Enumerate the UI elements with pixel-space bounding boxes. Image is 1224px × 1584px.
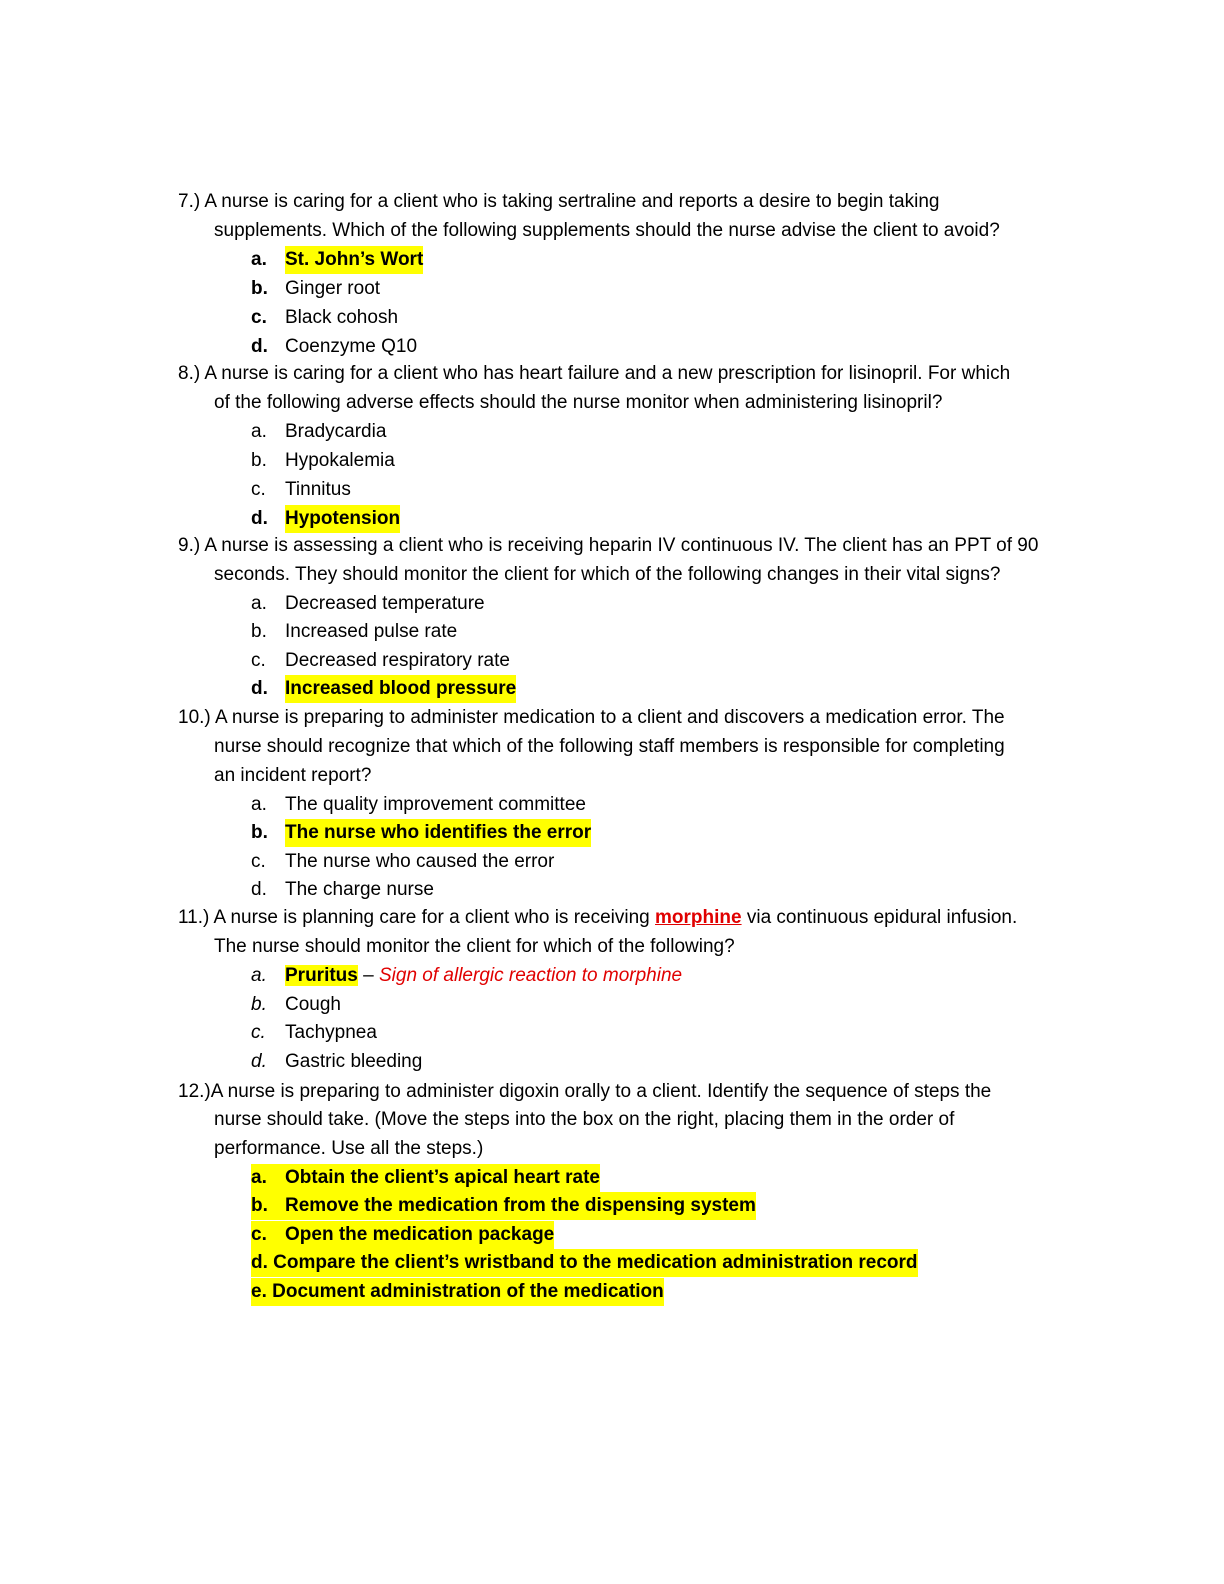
answer-highlight: The nurse who identifies the error [285, 819, 591, 847]
answer-highlight: Obtain the client’s apical heart rate [285, 1164, 600, 1192]
question-text: 8.) A nurse is caring for a client who has heart failure and a new prescription for lisinopril. For which [178, 363, 1011, 384]
question-text: 7.) A nurse is caring for a client who is taking sertraline and reports a desire to begin taking [178, 191, 940, 212]
question-text: supplements. Which of the following supplements should the nurse advise the client to avoid? [214, 220, 1000, 241]
question-text: 11.) A nurse is planning care for a client who is receiving morphine via continuous epidural infusion. [178, 907, 1018, 928]
question-text: nurse should recognize that which of the following staff members is responsible for completing [214, 736, 1005, 757]
answer-highlight: d. Compare the client’s wristband to the medication administration record [251, 1249, 918, 1277]
answer-highlight: St. John’s Wort [285, 246, 423, 274]
keyword-morphine: morphine [655, 907, 742, 928]
document-page: 7.) A nurse is caring for a client who is taking sertraline and reports a desire to begin taking supplements. Which of the following supplements should the nurse advise the client to avoid? a. St. John’s Wort b. Ginger root c. Black cohosh d. Coenzyme Q10 8.) A nurse is caring for a client who has heart failure and a new prescription for lisinopril. For which of the following adverse effects should the nurse monitor when administering lisinopril? a. Bradycardia b. Hypokalemia c. Tinnitus d. Hypotension 9.) A nurse is assessing a client who is receiving heparin IV continuous IV. The client has an PPT of 90 seconds. They should monitor the client for which of the following changes in their vital signs? a. Decreased temperature b. Increased pulse rate c. Decreased respiratory rate d. Increased blood pressure 10.) A nurse is preparing to administer medication to a client and discovers a medication error. The nurse should recognize that which of the following staff members is responsible for completing an incident report? a. The quality improvement committee b. The nurse who identifies the error c. The nurse who caused the error d. The charge nurse 11.) A nurse is planning care for a client who is receiving morphine via continuous epidural infusion. The nurse should monitor the client for which of the following? a. Pruritus – Sign of allergic reaction to morphine b. Cough c. Tachypnea d. Gastric bleeding 12.)A nurse is preparing to administer digoxin orally to a client. Identify the sequence of steps the nurse should take. (Move the steps into the box on the right, placing them in the order of performance. Use all the steps.) a. Obtain the client’s apical heart rate b. Remove the medication from the dispensing system c. Open the medication package d. Compare the client’s wristband to the medication administration record e. Document administration of the medication [0, 0, 1224, 1584]
answer-highlight: Increased blood pressure [285, 675, 516, 703]
question-text: 12.)A nurse is preparing to administer digoxin orally to a client. Identify the sequence of steps the [178, 1081, 992, 1102]
answer-note: Sign of allergic reaction to morphine [378, 965, 683, 986]
question-text: 9.) A nurse is assessing a client who is receiving heparin IV continuous IV. The client has an PPT of 90 [178, 535, 1039, 556]
question-text: The nurse should monitor the client for which of the following? [214, 936, 735, 957]
answer-highlight: e. Document administration of the medication [251, 1278, 664, 1306]
answer-highlight: Pruritus [285, 965, 358, 986]
question-text: performance. Use all the steps.) [214, 1138, 484, 1159]
answer-highlight: Open the medication package [285, 1221, 554, 1249]
question-text: an incident report? [214, 765, 372, 786]
question-text: of the following adverse effects should the nurse monitor when administering lisinopril? [214, 392, 943, 413]
question-text: 10.) A nurse is preparing to administer medication to a client and discovers a medication error. The [178, 707, 1005, 728]
question-text: seconds. They should monitor the client for which of the following changes in their vital signs? [214, 564, 1001, 585]
answer-highlight: Remove the medication from the dispensing system [285, 1192, 756, 1220]
question-text: nurse should take. (Move the steps into the box on the right, placing them in the order of [214, 1109, 955, 1130]
answer-highlight: Hypotension [285, 505, 400, 533]
